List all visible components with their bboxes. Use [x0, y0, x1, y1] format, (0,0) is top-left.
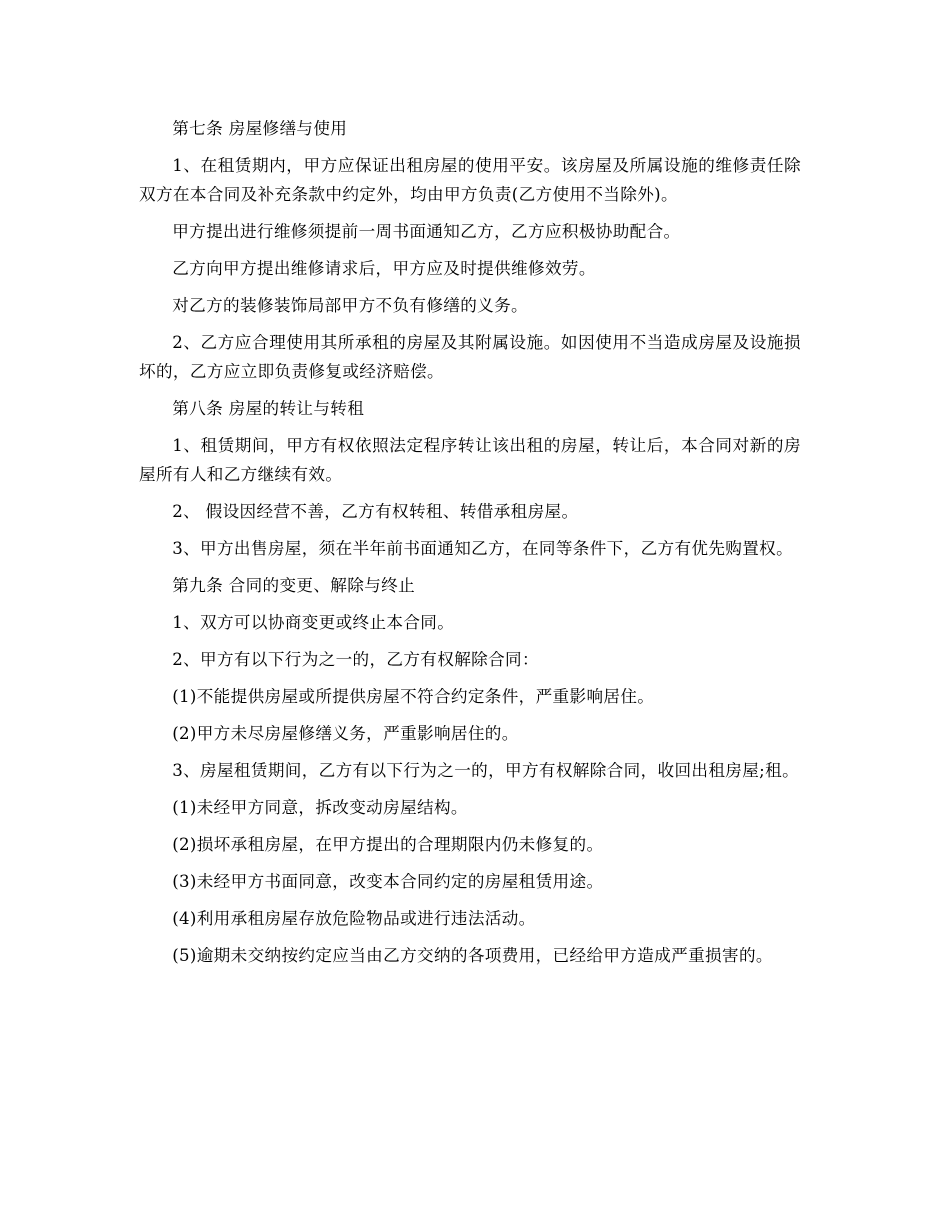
article-9-clause-3-item-4: (4)利用承租房屋存放危险物品或进行违法活动。 — [172, 909, 536, 928]
article-7-repair-notice: 甲方提出进行维修须提前一周书面通知乙方，乙方应积极协助配合。 — [172, 222, 681, 241]
article-9-clause-2-item-2: (2)甲方未尽房屋修缮义务，严重影响居住的。 — [172, 724, 519, 743]
article-9-clause-1: 1、双方可以协商变更或终止本合同。 — [172, 613, 455, 632]
article-7-clause-1: 1、在租赁期内，甲方应保证出租房屋的使用平安。该房屋及所属设施的维修责任除双方在本合同及补充条款中约定外，均由甲方负责(乙方使用不当除外)。 — [139, 156, 801, 204]
article-7-repair-request: 乙方向甲方提出维修请求后，甲方应及时提供维修效劳。 — [172, 259, 596, 278]
article-9-clause-2: 2、甲方有以下行为之一的，乙方有权解除合同： — [172, 650, 539, 669]
article-9-clause-2-item-1: (1)不能提供房屋或所提供房屋不符合约定条件，严重影响居住。 — [172, 687, 655, 706]
article-7-heading: 第七条 房屋修缮与使用 — [172, 119, 348, 138]
article-7-decoration: 对乙方的装修装饰局部甲方不负有修缮的义务。 — [172, 296, 529, 315]
article-8-clause-1: 1、租赁期间，甲方有权依照法定程序转让该出租的房屋，转让后，本合同对新的房屋所有人和乙方继续有效。 — [139, 436, 801, 484]
article-8-heading: 第八条 房屋的转让与转租 — [172, 399, 365, 418]
article-9-clause-3-item-2: (2)损坏承租房屋，在甲方提出的合理期限内仍未修复的。 — [172, 835, 604, 854]
article-9-clause-3-item-5: (5)逾期未交纳按约定应当由乙方交纳的各项费用，已经给甲方造成严重损害的。 — [172, 946, 773, 965]
article-9-clause-3-item-3: (3)未经甲方书面同意，改变本合同约定的房屋租赁用途。 — [172, 872, 604, 891]
document-body — [139, 114, 801, 978]
article-9-clause-3: 3、房屋租赁期间，乙方有以下行为之一的，甲方有权解除合同，收回出租房屋;租。 — [172, 761, 800, 780]
article-9-heading: 第九条 合同的变更、解除与终止 — [172, 576, 416, 595]
article-8-clause-3: 3、甲方出售房屋，须在半年前书面通知乙方，在同等条件下，乙方有优先购置权。 — [172, 539, 794, 558]
article-9-clause-3-item-1: (1)未经甲方同意，拆改变动房屋结构。 — [172, 798, 468, 817]
article-7-clause-2: 2、乙方应合理使用其所承租的房屋及其附属设施。如因使用不当造成房屋及设施损坏的，乙方应立即负责修复或经济赔偿。 — [139, 333, 801, 381]
article-8-clause-2: 2、 假设因经营不善，乙方有权转租、转借承租房屋。 — [172, 502, 579, 521]
